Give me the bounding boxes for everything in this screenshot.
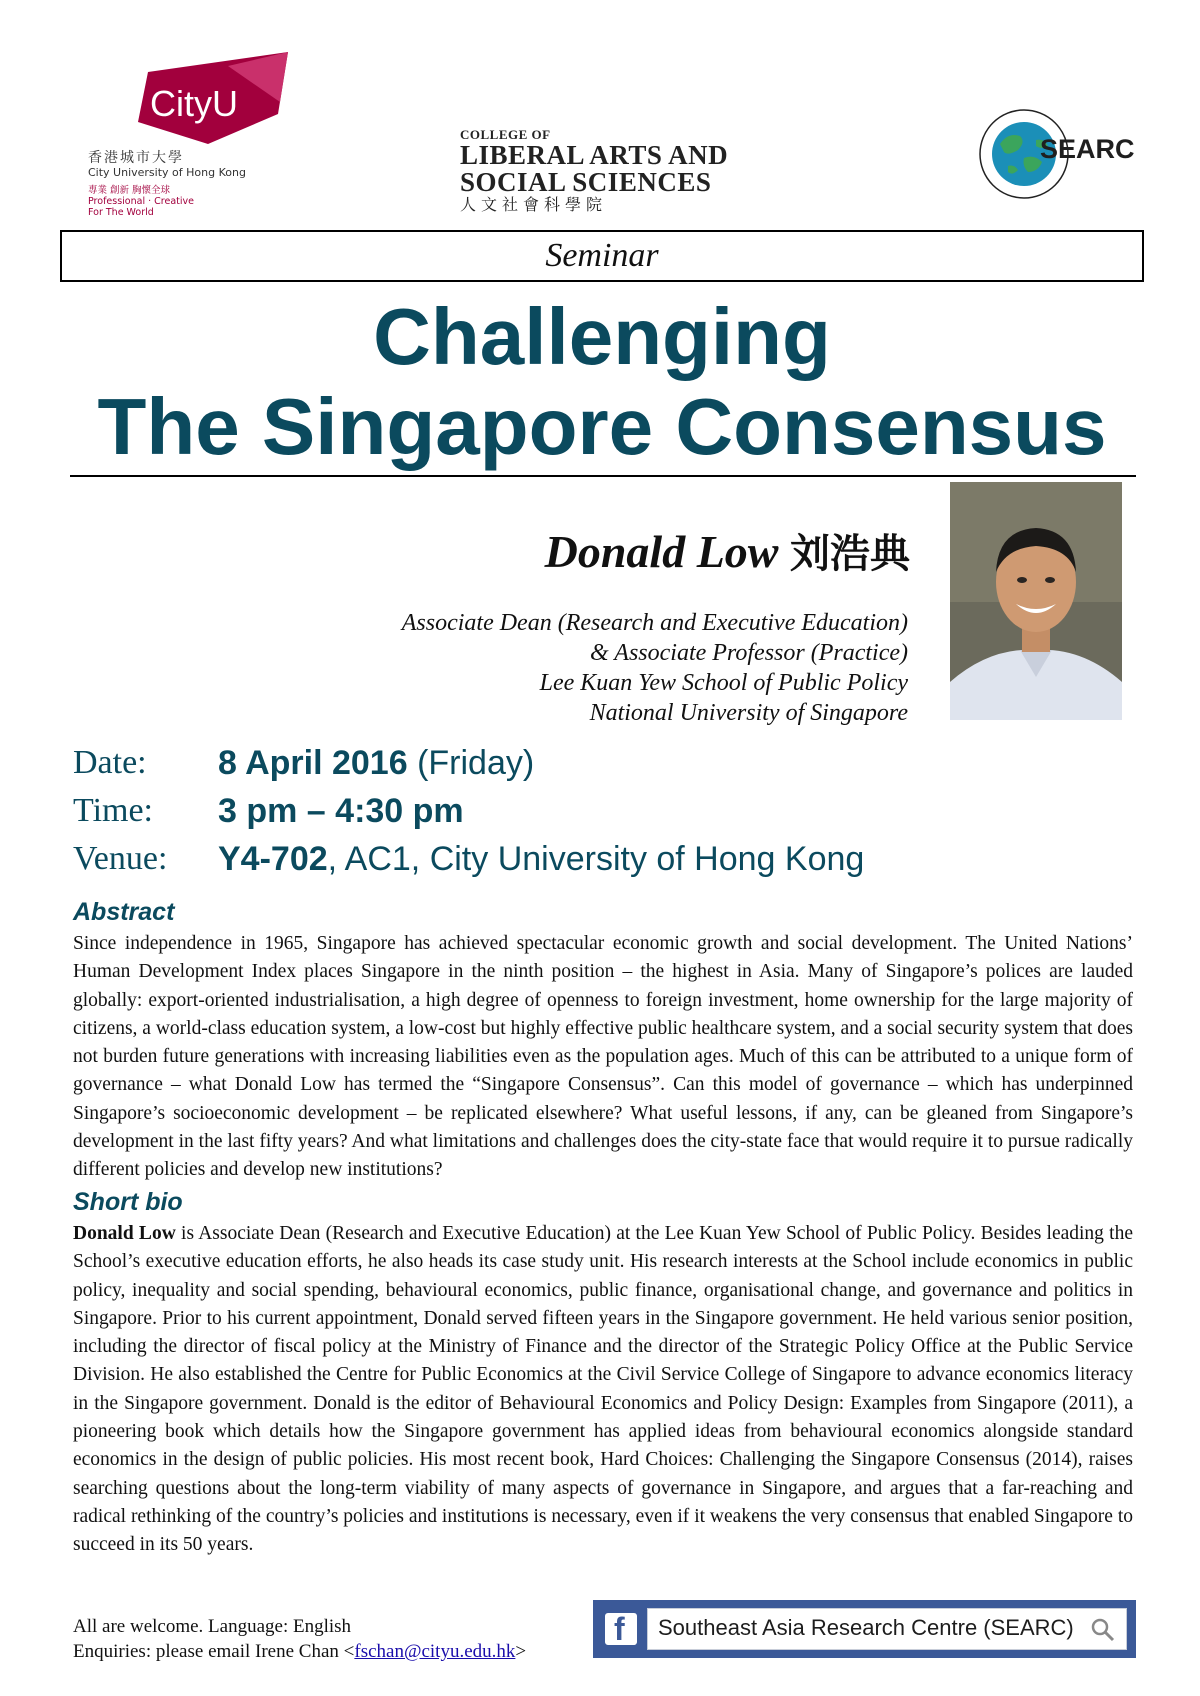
abstract-heading: Abstract [73, 898, 175, 926]
event-type-label: Seminar [545, 237, 659, 274]
search-icon[interactable] [1090, 1617, 1116, 1643]
cityu-logo-mark [88, 52, 298, 144]
bio-text [73, 1220, 1133, 1560]
affiliation-line: & Associate Professor (Practice) [590, 640, 908, 666]
college-logo [460, 128, 750, 220]
affiliation-line: Associate Dean (Research and Executive Education) [401, 610, 908, 636]
college-line-1: LIBERAL ARTS AND [460, 140, 729, 170]
cityu-tagline-en-1: Professional · Creative [88, 196, 194, 207]
facebook-search-bar [593, 1600, 1136, 1658]
date-label: Date: [73, 744, 147, 781]
time-label: Time: [73, 792, 154, 829]
cityu-brand-text: CityU [150, 83, 238, 124]
footer-info [73, 1614, 526, 1664]
college-name-cn: 人文社會科學院 [460, 197, 608, 214]
venue-value [218, 840, 864, 879]
footer-enquiries [73, 1639, 526, 1664]
time-main: 3 pm – 4:30 pm [218, 792, 464, 830]
enquiries-text: Enquiries: please email Irene Chan < [73, 1641, 355, 1662]
title-divider [70, 475, 1136, 477]
cityu-name-cn: 香港城市大學 [88, 150, 184, 166]
title-line-1: Challenging [373, 292, 831, 381]
facebook-search-input[interactable] [647, 1608, 1127, 1650]
event-type-box [60, 230, 1144, 282]
speaker-affiliation [402, 608, 908, 728]
date-main: 8 April 2016 [218, 744, 408, 782]
bio-body: is Associate Dean (Research and Executive Education) at the Lee Kuan Yew School of Public Policy. Besides leading the School’s executive education efforts, he also heads its case study unit. His research interests at the School include economics in public policy, inequality and social spending, behavioural economics, public finance, organisational change, and governance and politics in Singapore. Prior to his current appointment, Donald served fifteen years in the Singapore government. He held various senior position, including the director of fiscal policy at the Ministry of Finance and the director of the Strategic Policy Office at the Public Service Division. He also established the Centre for Public Economics at the Civil Service College of Singapore to advance economics literacy in the Singapore government. Donald is the editor of Behavioural Economics and Policy Design: Examples from Singapore (2011), a pioneering book which details how the Singapore government has applied ideas from behavioural economics alongside standard economics in the design of public policies. His most recent book, Hard Choices: Challenging the Singapore Consensus (2014), raises searching questions about the long-term viability of many aspects of governance in Singapore, and argues that a far-reaching and radical rethinking of the country’s policies and institutions is necessary, even if it weakens the very consensus that enabled Singapore to succeed in its 50 years. [73, 1223, 1133, 1556]
time-value [218, 792, 464, 831]
bio-name: Donald Low [73, 1223, 176, 1244]
speaker-photo [950, 482, 1122, 720]
facebook-icon[interactable]: f [605, 1613, 637, 1645]
college-line-2: SOCIAL SCIENCES [460, 167, 712, 197]
facebook-search-text: Southeast Asia Research Centre (SEARC) [658, 1615, 1074, 1640]
cityu-tagline-en-2: For The World [88, 207, 154, 218]
abstract-text: Since independence in 1965, Singapore has achieved spectacular economic growth and social development. The United Nations’ Human Development Index places Singapore in the ninth position – the highest in Asia. Many of Singapore’s polices are lauded globally: export-oriented industrialisation, a high degree of openness to foreign investment, home ownership for the large majority of citizens, a world-class education system, a low-cost but highly effective public healthcare system, and a social security system that does not burden future generations with increasing liabilities even as the population ages. Much of this can be attributed to a unique form of governance – what Donald Low has termed the “Singapore Consensus”. Can this model of governance – which has underpinned Singapore’s socioeconomic development – be replicated elsewhere? What useful lessons, if any, can be gleaned from Singapore’s development in the last fifty years? And what limitations and challenges does the city-state face that would require it to pursue radically different policies and develop new institutions? [73, 933, 1133, 1181]
searc-name: SEARC [1040, 134, 1135, 164]
speaker-name-cn: 刘浩典 [790, 531, 910, 577]
enquiries-end: > [515, 1641, 527, 1662]
cityu-tagline-cn: 專業 創新 胸懷全球 [88, 185, 171, 196]
venue-extra: , AC1, City University of Hong Kong [327, 840, 865, 878]
email-link[interactable]: fschan@cityu.edu.hk [354, 1641, 516, 1662]
affiliation-line: National University of Singapore [589, 700, 908, 726]
searc-logo [978, 96, 1135, 216]
venue-main: Y4-702 [218, 840, 328, 878]
date-value [218, 744, 534, 783]
date-extra: (Friday) [407, 744, 535, 782]
speaker-name-en: Donald Low [544, 526, 779, 577]
venue-label: Venue: [73, 840, 168, 877]
footer-welcome: All are welcome. Language: English [73, 1616, 352, 1637]
cityu-logo [88, 52, 298, 222]
bio-heading: Short bio [73, 1188, 183, 1216]
cityu-name-en: City University of Hong Kong [88, 166, 246, 179]
affiliation-line: Lee Kuan Yew School of Public Policy [539, 670, 908, 696]
college-prefix: COLLEGE OF [460, 127, 551, 142]
cityu-tagline [88, 185, 194, 218]
speaker-name [545, 522, 910, 579]
title-line-2: The Singapore Consensus [97, 382, 1107, 471]
